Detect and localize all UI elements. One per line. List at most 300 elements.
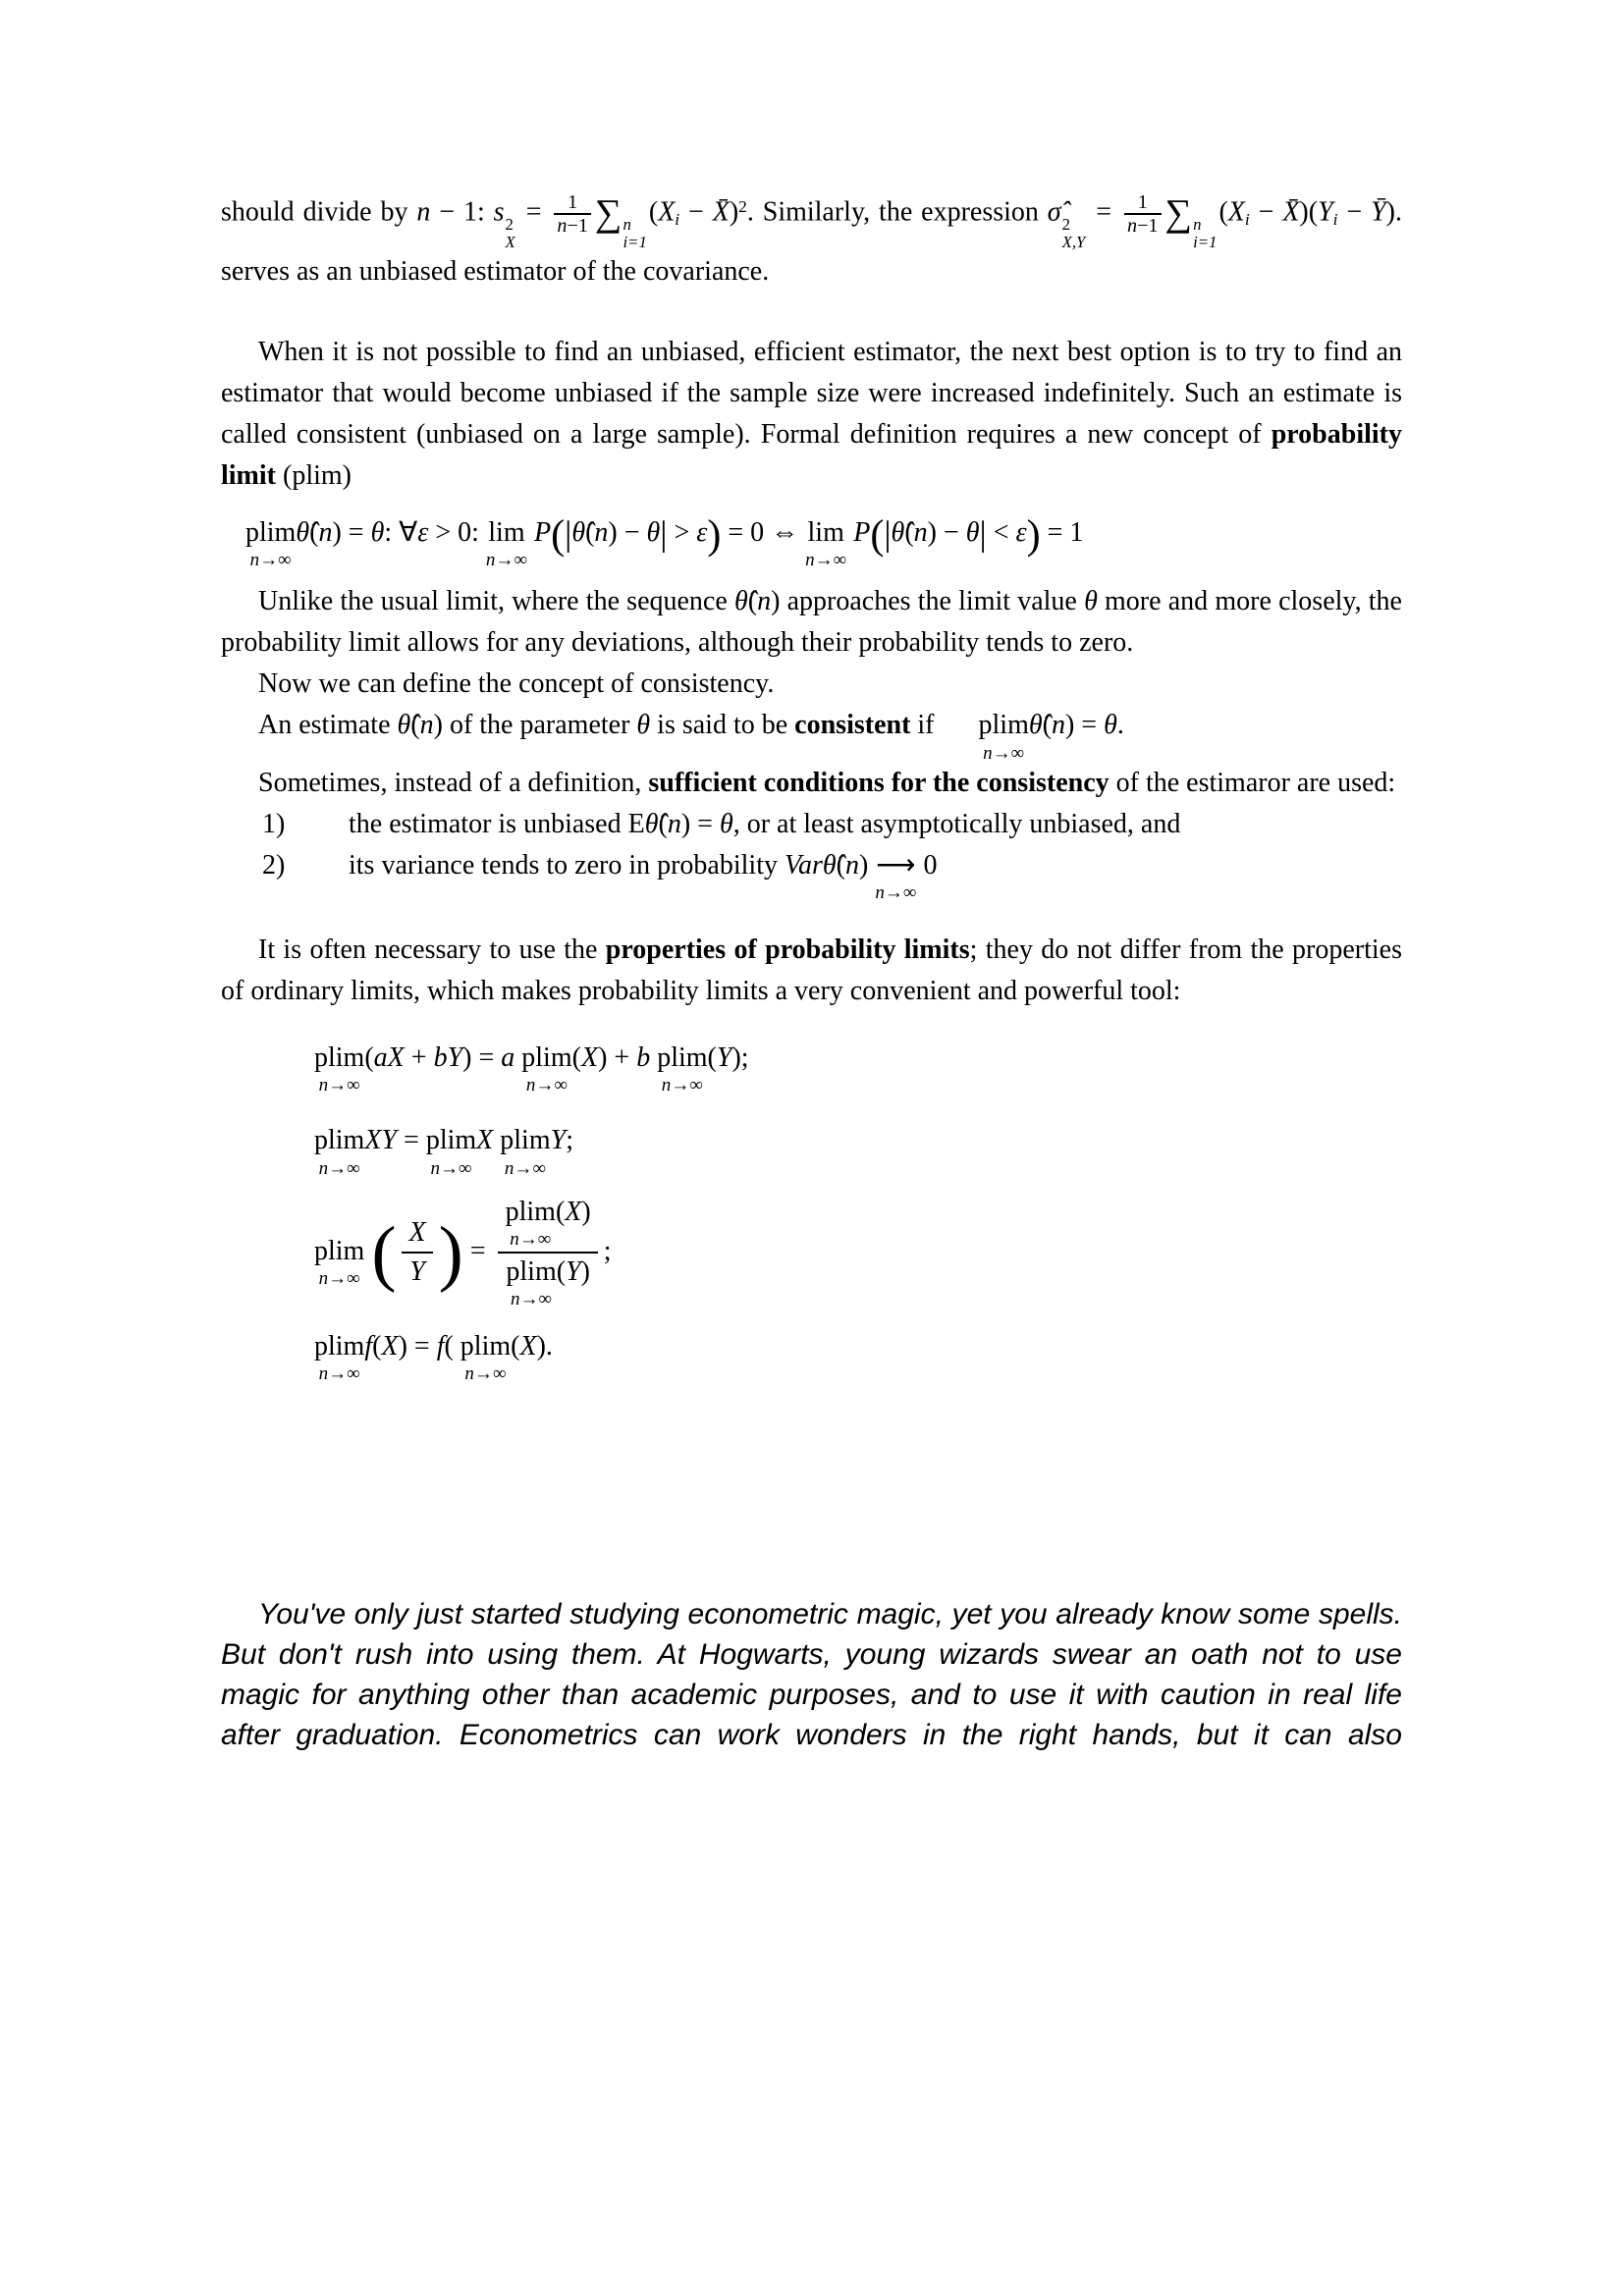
stack-superscript: 2 <box>505 214 514 234</box>
run-text: = <box>462 1235 493 1266</box>
run-text: its variance tends to zero in probability <box>349 849 785 881</box>
run-math-variable: X <box>1227 196 1245 228</box>
summation <box>594 192 649 252</box>
limit-base <box>942 711 1029 740</box>
run-text: ) − <box>608 517 647 549</box>
tall-bar: | <box>660 513 668 554</box>
stack-superscript: 2 <box>1061 214 1070 234</box>
run-text: ; they do not differ from the properties of ordinary limits, which makes probability limits a very convenient and powerful tool: <box>221 934 1402 1007</box>
run-math-variable: n <box>318 517 333 549</box>
para-hogwarts-italic <box>221 1594 1402 1755</box>
run-text: ) = <box>398 1331 437 1362</box>
limit-base <box>521 1043 571 1073</box>
run-text: ) <box>729 196 739 228</box>
para-sufficient-conditions <box>221 763 1402 804</box>
limit-base <box>314 1332 364 1362</box>
limit-base <box>426 1126 476 1155</box>
run-text: plim <box>314 1331 365 1362</box>
spacer-bottom <box>221 1383 1402 1594</box>
fraction-numerator <box>498 1198 599 1252</box>
tall-bar: | <box>979 513 987 554</box>
limit-with-underscript <box>521 1043 571 1095</box>
run-text: →∞ <box>671 1075 703 1096</box>
tall-bar: | <box>884 513 892 554</box>
display-fraction <box>402 1218 434 1288</box>
limit-base <box>314 1126 364 1155</box>
limit-base <box>460 1332 511 1362</box>
limit-underscript <box>486 551 527 569</box>
run-text: ; <box>566 1125 573 1156</box>
run-math-variable: n <box>844 849 859 881</box>
tall-paren: ( <box>870 512 885 559</box>
run-math-variable: n <box>485 550 496 571</box>
run-text: →∞ <box>884 881 917 903</box>
run-text: ) <box>858 849 876 881</box>
big-paren: ( <box>371 1211 397 1294</box>
run-math-variable: n <box>1126 215 1138 238</box>
limit-underscript <box>510 1230 551 1249</box>
fraction-denominator <box>498 1252 598 1308</box>
run-bold-text: sufficient conditions for the consistency <box>648 767 1110 798</box>
run-math-variable: X <box>476 1125 494 1156</box>
run-text: When it is not possible to find an unbiased, efficient estimator, the next best option is to try to find an estimator that would become unbiased if the sample size were increased indefinitely. Such an estimate is called consistent (unbiased on a large sample). Formal definition requires a new concept of <box>221 337 1402 451</box>
limit-underscript <box>511 1290 552 1308</box>
fraction-numerator <box>402 1218 434 1252</box>
run-text <box>650 1042 657 1073</box>
run-math-variable: P <box>527 517 552 549</box>
run-text: You've only just started studying econometric magic, yet you already know some spells. But don't rush into using them. At Hogwarts, young wizards swear an oath not to use magic for anything other than academic purposes, and to use it with caution in real life after graduation. Econometrics can work wonders in the right hands, but it can also <box>221 1598 1402 1752</box>
run-text: = 1 <box>1040 517 1084 549</box>
run-text: ( <box>410 710 420 741</box>
formula-plim-product <box>314 1120 1402 1177</box>
run-text: ); <box>731 1042 749 1074</box>
document-body <box>221 187 1402 1755</box>
run-math-variable: n <box>757 586 772 617</box>
run-math-variable: Var <box>784 849 823 881</box>
limit-base <box>488 518 524 548</box>
run-text <box>493 1125 500 1155</box>
run-text: →∞ <box>814 550 847 571</box>
run-text: plim <box>505 1196 556 1227</box>
run-math-variable: n <box>525 1075 536 1096</box>
run-text: 0 <box>916 849 938 881</box>
limit-base <box>314 1237 364 1266</box>
run-text: →∞ <box>519 1289 553 1310</box>
run-text: ( <box>747 586 758 617</box>
limit-with-underscript <box>426 1126 476 1177</box>
run-text: ) + <box>598 1042 637 1074</box>
list-item-2 <box>221 845 1402 902</box>
run-math-variable: X <box>658 196 676 228</box>
run-math-variable: Y <box>550 1125 567 1156</box>
limit-with-underscript <box>657 1043 707 1095</box>
run-math-variable: n <box>510 1228 519 1250</box>
limit-underscript <box>946 744 1024 763</box>
run-text: = 0 ⇔ <box>721 517 806 549</box>
run-text: ( <box>836 849 845 881</box>
run-math-variable: X <box>381 1331 399 1362</box>
run-text: − <box>679 196 713 228</box>
run-math-variable: n <box>419 710 434 741</box>
run-text: ). <box>536 1331 553 1362</box>
run-text: should divide by <box>221 196 417 228</box>
run-text: ) − <box>927 517 966 549</box>
run-text: →∞ <box>473 1363 507 1385</box>
limit-underscript <box>250 551 292 569</box>
tall-paren: ) <box>707 512 722 559</box>
run-text: ; <box>603 1235 612 1266</box>
run-math-variable: θ <box>1104 710 1117 741</box>
run-text: plim <box>506 1255 557 1287</box>
run-text: ( <box>904 517 914 549</box>
limit-base <box>808 518 844 548</box>
run-text: plim <box>500 1125 551 1156</box>
run-text: ( <box>648 196 659 228</box>
para-estimate-consistent <box>221 705 1402 762</box>
run-text: ( <box>1218 196 1228 228</box>
run-math-variable: n <box>594 517 609 549</box>
run-bold-text: probability limit <box>221 419 1402 492</box>
run-text: ⟶ <box>876 849 916 881</box>
run-text: ( <box>372 1331 382 1362</box>
run-math-variable: θ̂ <box>891 517 905 549</box>
run-math-variable: θ <box>1084 586 1098 617</box>
run-math-variable: Y <box>409 1255 425 1287</box>
run-text: − <box>1249 196 1283 228</box>
para-unlike-usual-limit <box>221 581 1402 664</box>
run-text: →∞ <box>495 550 528 571</box>
inline-fraction <box>554 191 591 238</box>
limit-underscript <box>875 883 916 902</box>
run-math-variable: Ȳ <box>1371 196 1386 228</box>
limit-with-underscript <box>500 1126 550 1177</box>
run-text: plim <box>978 710 1029 741</box>
run-text: plim <box>460 1331 512 1362</box>
run-math-variable: n <box>318 1268 329 1290</box>
limit-with-underscript <box>314 1237 364 1288</box>
fraction-numerator <box>566 191 579 214</box>
stack-subscript: i=1 <box>1193 233 1218 252</box>
run-math-variable: n <box>318 1075 329 1096</box>
limit-underscript <box>505 1159 546 1178</box>
limit-underscript <box>464 1364 506 1383</box>
run-text: lim <box>807 517 844 549</box>
run-text: ( <box>309 517 319 549</box>
formula-plim-definition <box>245 512 1402 569</box>
script-stack <box>1193 216 1217 251</box>
para-variance-unbiased <box>221 187 1402 293</box>
tall-paren: ) <box>1026 512 1041 559</box>
run-math-variable: n <box>983 742 993 764</box>
run-text: →∞ <box>328 1157 360 1179</box>
stack-superscript: n <box>623 214 631 234</box>
run-text: →∞ <box>259 550 292 571</box>
run-text: →∞ <box>514 1157 547 1179</box>
run-math-variable: θ <box>370 517 385 549</box>
run-text: = <box>1087 196 1120 228</box>
limit-underscript <box>662 1076 703 1095</box>
run-math-variable: n <box>318 1157 329 1179</box>
stack-subscript: i=1 <box>623 233 647 252</box>
run-text: ( <box>555 1196 566 1227</box>
run-math-variable: θ̂ <box>644 808 659 839</box>
run-math-variable: θ̂ <box>734 586 748 617</box>
run-math-variable: ε <box>1015 517 1027 549</box>
run-subscript: i <box>1332 210 1338 229</box>
limit-with-underscript <box>486 518 527 569</box>
run-text: plim <box>657 1042 708 1074</box>
run-math-variable: aX <box>373 1042 405 1074</box>
run-text: −1 <box>567 215 588 238</box>
run-text: ( <box>707 1042 717 1074</box>
run-math-variable: b <box>636 1042 651 1074</box>
run-text: ( <box>585 517 595 549</box>
run-math-variable: θ̂ <box>397 710 411 741</box>
run-math-variable: X̄ <box>1282 196 1300 228</box>
run-text: ) = <box>332 517 371 549</box>
run-math-variable: n <box>430 1157 440 1179</box>
run-math-variable: ε <box>696 517 708 549</box>
limit-with-underscript <box>506 1198 556 1249</box>
script-stack <box>506 216 515 251</box>
run-text: →∞ <box>992 742 1025 764</box>
run-text: ( <box>556 1255 567 1287</box>
run-text: An estimate <box>258 710 398 741</box>
limit-with-underscript <box>314 1043 364 1095</box>
run-math-variable: θ̂ <box>571 517 586 549</box>
limit-underscript <box>319 1076 360 1095</box>
run-math-variable: ε <box>417 517 429 549</box>
run-text: Sometimes, instead of a definition, <box>258 767 649 798</box>
run-math-variable: XY <box>364 1125 398 1156</box>
run-math-variable: n <box>667 808 681 839</box>
limit-underscript <box>319 1269 360 1288</box>
run-text: lim <box>488 517 525 549</box>
run-text: = <box>516 196 551 228</box>
fraction-numerator <box>1136 191 1150 214</box>
limit-base <box>657 1043 707 1073</box>
run-text: the estimator is unbiased E <box>349 808 645 839</box>
run-text: )( <box>1299 196 1319 228</box>
run-text: ) <box>580 1255 590 1287</box>
run-text: − <box>1337 196 1372 228</box>
run-math-variable: f <box>436 1331 445 1362</box>
run-math-variable: n <box>1051 710 1065 741</box>
run-text: 1 <box>1137 190 1148 213</box>
run-math-variable: σ̂ <box>1047 196 1061 228</box>
run-text: Unlike the usual limit, where the sequence <box>258 586 734 617</box>
run-text: →∞ <box>328 1075 360 1096</box>
run-math-variable: n <box>913 517 928 549</box>
run-math-variable: θ̂ <box>296 517 310 549</box>
run-math-variable: θ <box>646 517 661 549</box>
fraction-denominator <box>402 1252 433 1288</box>
list-item-body <box>349 845 1402 902</box>
run-text: : ∀ <box>384 517 418 549</box>
limit-base <box>245 518 296 548</box>
run-math-variable: n <box>805 550 815 571</box>
run-text: ) <box>581 1196 591 1227</box>
run-text: plim <box>314 1125 365 1156</box>
limit-base <box>500 1126 550 1155</box>
limit-base <box>506 1198 556 1227</box>
run-text: ( <box>444 1331 460 1362</box>
run-text: 1 <box>568 190 578 213</box>
run-text: if <box>910 710 942 741</box>
run-text: →∞ <box>535 1075 568 1096</box>
display-fraction <box>498 1198 599 1309</box>
run-math-variable: f <box>364 1331 373 1362</box>
formula-plim-function <box>314 1326 1402 1383</box>
run-text: ( <box>658 808 668 839</box>
run-bold-text: consistent <box>794 710 911 741</box>
run-text: = <box>397 1125 426 1156</box>
run-math-variable: X <box>408 1217 426 1249</box>
run-text: > <box>667 517 697 549</box>
limit-underscript <box>805 551 846 569</box>
run-math-variable: X̄ <box>712 196 730 228</box>
limit-base <box>876 851 915 881</box>
run-math-variable: θ <box>636 710 651 741</box>
limit-underscript <box>319 1159 360 1178</box>
run-bold-text: properties of probability limits <box>605 934 970 966</box>
run-math-variable: θ <box>965 517 980 549</box>
run-subscript: i <box>1244 210 1250 229</box>
list-marker: 1) <box>262 808 286 839</box>
sigma-symbol: ∑ <box>1164 192 1193 235</box>
run-math-variable: P <box>846 517 871 549</box>
run-text: more and more closely, the probability limit allows for any deviations, although their probability tends to zero. <box>221 586 1402 659</box>
run-text: →∞ <box>328 1268 360 1290</box>
script-stack <box>623 216 646 251</box>
run-text: ( <box>364 1042 374 1074</box>
para-now-define <box>221 664 1402 705</box>
run-text: > 0: <box>428 517 486 549</box>
run-text: ( <box>1042 710 1052 741</box>
run-math-variable: X <box>580 1042 599 1074</box>
limit-with-underscript <box>875 851 916 902</box>
run-math-variable: n <box>464 1363 474 1385</box>
run-text: ). serves as an unbiased estimator of the covariance. <box>221 196 1402 288</box>
formula-plim-quotient <box>314 1198 1402 1309</box>
formula-plim-linear <box>314 1038 1402 1095</box>
run-math-variable: n <box>416 196 431 228</box>
list-item-body <box>349 804 1402 845</box>
limit-with-underscript <box>942 711 1029 762</box>
run-math-variable: n <box>557 215 568 238</box>
run-text: →∞ <box>439 1157 472 1179</box>
limit-with-underscript <box>314 1332 364 1383</box>
run-text: − 1: <box>430 196 494 228</box>
tall-bar: | <box>565 513 572 554</box>
run-math-variable: Y <box>1318 196 1333 228</box>
run-math-variable: θ̂ <box>822 849 837 881</box>
inline-fraction <box>1124 191 1162 238</box>
run-text: of the estimaror are used: <box>1109 767 1396 798</box>
run-text: −1 <box>1137 215 1159 238</box>
run-text: plim <box>425 1125 477 1156</box>
run-math-variable: Y <box>566 1255 581 1287</box>
run-math-variable: n <box>511 1289 520 1310</box>
run-math-variable: s <box>493 196 505 228</box>
run-text: , or at least asymptotically unbiased, and <box>732 808 1181 839</box>
limit-base <box>506 1257 556 1287</box>
run-text: ( <box>511 1331 520 1362</box>
run-text: (plim) <box>276 460 352 492</box>
fraction-denominator <box>554 213 591 238</box>
run-math-variable: θ̂ <box>1028 710 1043 741</box>
run-text: ( <box>571 1042 581 1074</box>
run-math-variable: n <box>875 881 885 903</box>
summation <box>1164 192 1219 252</box>
big-paren: ) <box>438 1211 463 1294</box>
run-text: It is often necessary to use the <box>258 934 606 966</box>
limit-underscript <box>319 1364 360 1383</box>
run-text: < <box>986 517 1016 549</box>
run-text: ) of the parameter <box>433 710 637 741</box>
run-math-variable: n <box>504 1157 514 1179</box>
run-math-variable: X <box>565 1196 582 1227</box>
stack-superscript: n <box>1193 214 1202 234</box>
fraction-denominator <box>1124 213 1162 238</box>
run-text: . <box>1116 710 1124 741</box>
run-text: ) approaches the limit value <box>771 586 1085 617</box>
limit-base <box>314 1043 364 1073</box>
tall-paren: ( <box>551 512 566 559</box>
run-text: ) = <box>680 808 720 839</box>
run-text: plim <box>245 517 297 549</box>
limit-underscript <box>526 1076 568 1095</box>
para-consistency-intro <box>221 332 1402 497</box>
stack-subscript: X <box>505 233 515 252</box>
run-math-variable: Y <box>716 1042 732 1074</box>
limit-with-underscript <box>460 1332 511 1383</box>
run-subscript: i <box>675 210 680 229</box>
run-text: →∞ <box>328 1363 360 1385</box>
run-text: Now we can define the concept of consistency. <box>258 668 775 700</box>
script-stack <box>1062 216 1086 251</box>
stack-subscript: X,Y <box>1061 233 1086 252</box>
para-properties-intro <box>221 930 1402 1012</box>
run-math-variable: a <box>501 1042 515 1074</box>
run-math-variable: θ <box>719 808 733 839</box>
run-superscript: 2 <box>738 197 747 216</box>
sigma-symbol: ∑ <box>594 192 623 235</box>
run-text: →∞ <box>518 1228 552 1250</box>
run-text: plim <box>314 1235 365 1266</box>
list-marker: 2) <box>262 849 286 881</box>
run-text: . Similarly, the expression <box>746 196 1048 228</box>
run-math-variable: n <box>318 1363 329 1385</box>
run-text: is said to be <box>650 710 795 741</box>
run-text: + <box>404 1042 434 1074</box>
run-math-variable: bY <box>433 1042 463 1074</box>
limit-with-underscript <box>805 518 846 569</box>
run-text <box>514 1042 521 1073</box>
run-text: ) = <box>1064 710 1105 741</box>
run-math-variable: X <box>519 1331 537 1362</box>
limit-with-underscript <box>506 1257 556 1308</box>
limit-with-underscript <box>314 1126 364 1177</box>
limit-with-underscript <box>245 518 296 569</box>
limit-underscript <box>430 1159 471 1178</box>
list-item-1 <box>221 804 1402 845</box>
run-text: ) = <box>462 1042 502 1074</box>
run-text: plim <box>314 1042 365 1074</box>
run-text: plim <box>521 1042 572 1074</box>
run-math-variable: n <box>249 550 260 571</box>
run-math-variable: n <box>661 1075 672 1096</box>
